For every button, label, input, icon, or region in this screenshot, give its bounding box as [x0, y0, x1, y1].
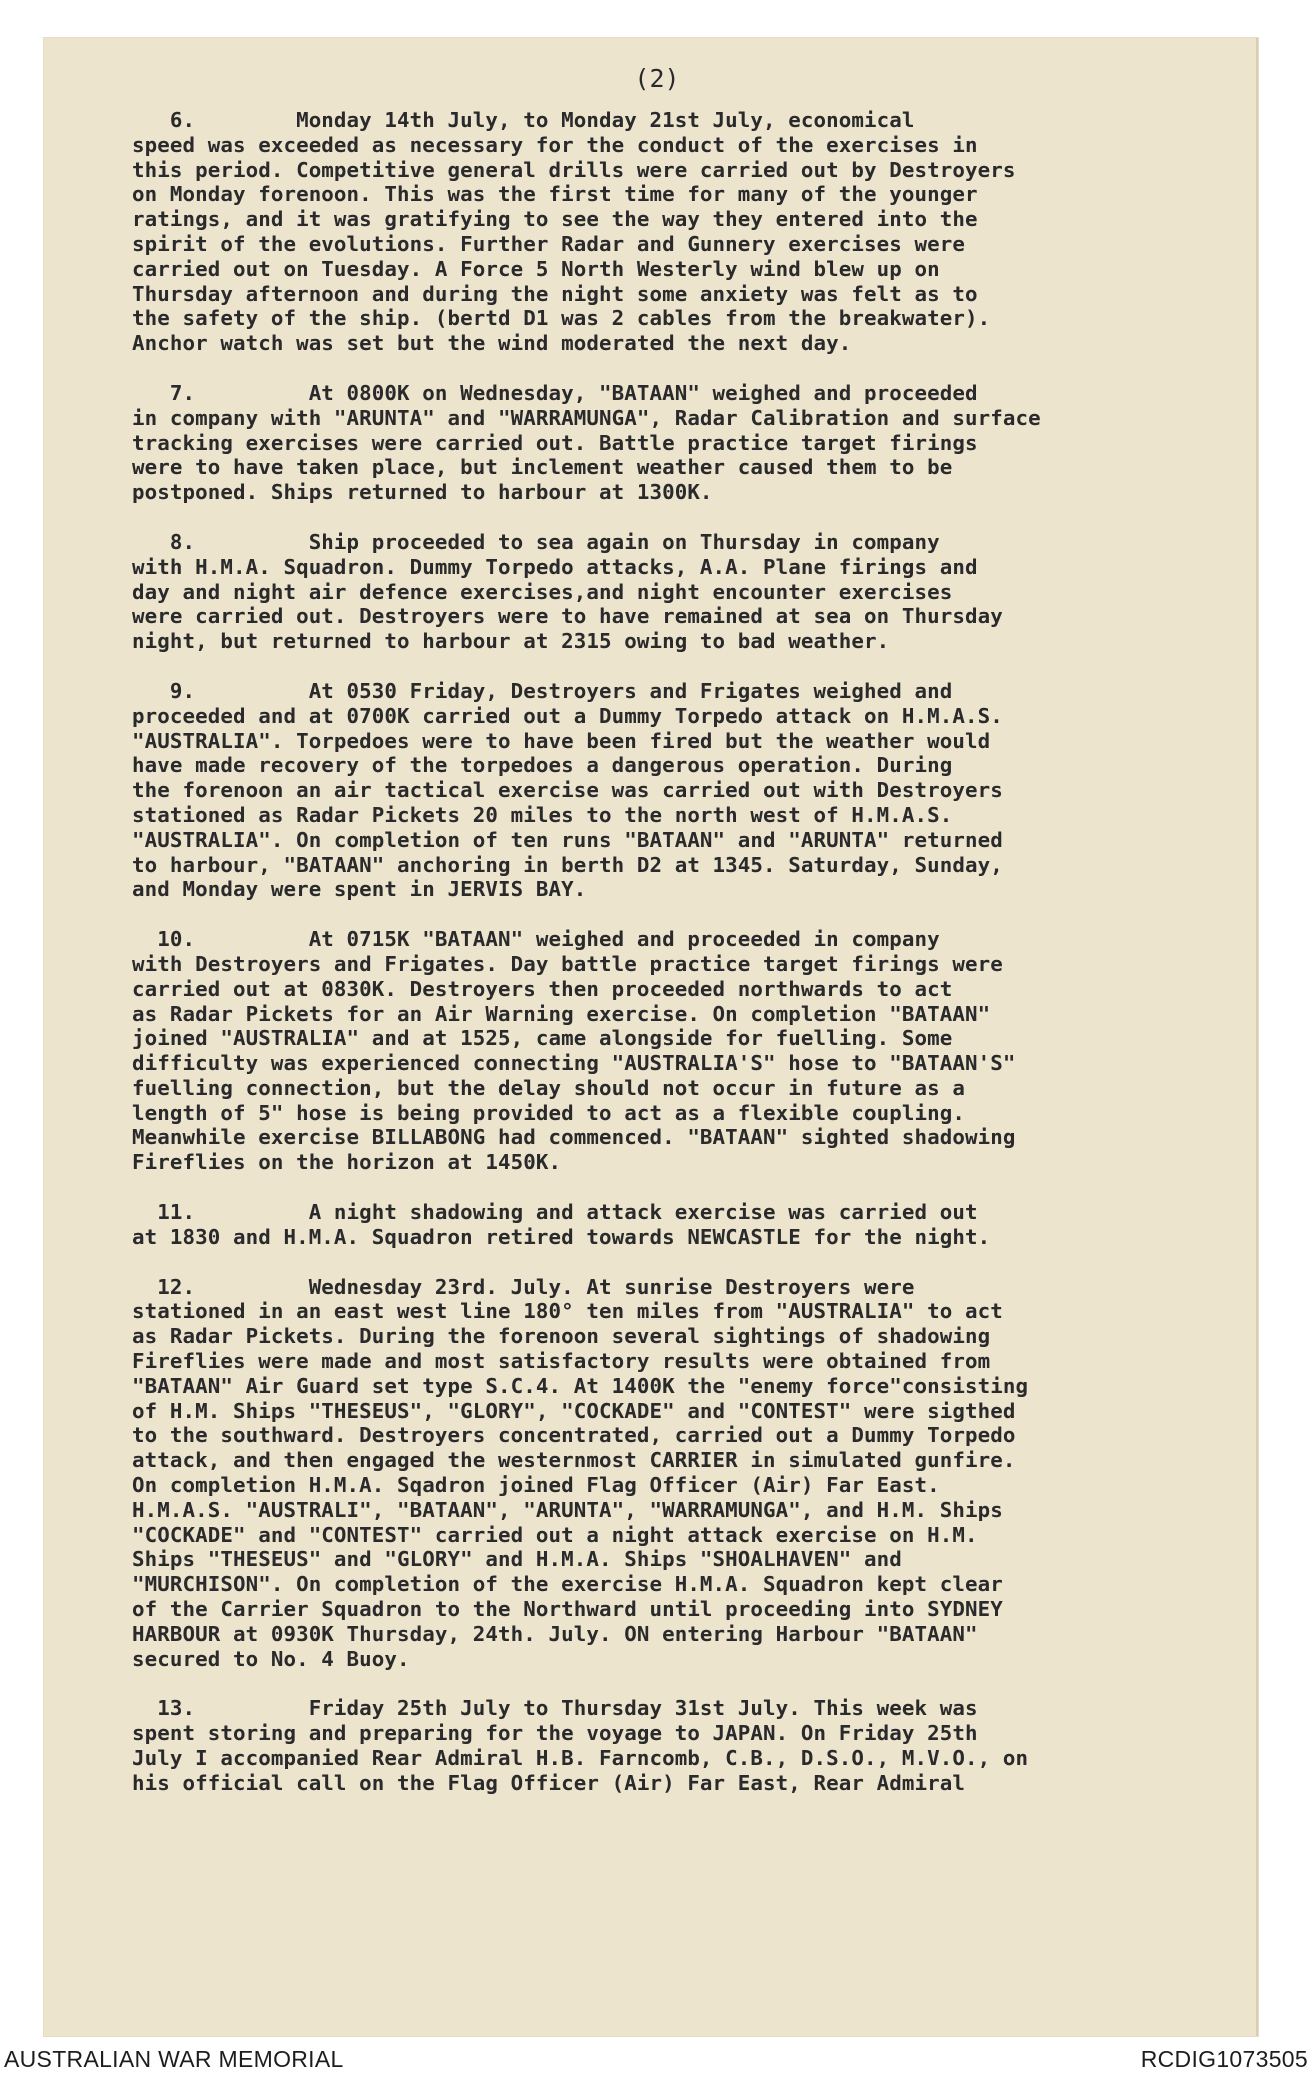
text-line: proceeded and at 0700K carried out a Dummy Torpedo attack on H.M.A.S.	[132, 703, 1003, 728]
paragraph-12	[132, 1275, 1256, 1672]
text-line: stationed as Radar Pickets 20 miles to the north west of H.M.A.S.	[132, 802, 953, 827]
text-line: with Destroyers and Frigates. Day battle practice target firings were	[132, 951, 1003, 976]
text-line: were to have taken place, but inclement weather caused them to be	[132, 455, 953, 480]
text-line: "COCKADE" and "CONTEST" carried out a night attack exercise on H.M.	[132, 1522, 978, 1547]
paragraph-13	[132, 1696, 1256, 1795]
text-line: this period. Competitive general drills were carried out by Destroyers	[132, 157, 1016, 182]
text-line: spirit of the evolutions. Further Radar and Gunnery exercises were	[132, 231, 965, 256]
text-line: July I accompanied Rear Admiral H.B. Farncomb, C.B., D.S.O., M.V.O., on	[132, 1746, 1029, 1771]
text-line: postponed. Ships returned to harbour at 1300K.	[132, 480, 713, 505]
text-line: to harbour, "BATAAN" anchoring in berth D2 at 1345. Saturday, Sunday,	[132, 852, 1003, 877]
text-line: in company with "ARUNTA" and "WARRAMUNGA", Radar Calibration and surface	[132, 405, 1041, 430]
archive-reference-id: RCDIG1073505	[1140, 2046, 1308, 2072]
text-line: stationed in an east west line 180° ten miles from "AUSTRALIA" to act	[132, 1299, 1003, 1324]
text-line: of the Carrier Squadron to the Northward until proceeding into SYDNEY	[132, 1597, 1003, 1622]
text-line: "AUSTRALIA". Torpedoes were to have been fired but the weather would	[132, 728, 991, 753]
text-line: the safety of the ship. (bertd D1 was 2 cables from the breakwater).	[132, 306, 991, 331]
text-line: tracking exercises were carried out. Battle practice target firings	[132, 430, 978, 455]
text-line: Ships "THESEUS" and "GLORY" and H.M.A. Ships "SHOALHAVEN" and	[132, 1547, 902, 1572]
text-line: Fireflies were made and most satisfactory results were obtained from	[132, 1349, 991, 1374]
text-line: at 1830 and H.M.A. Squadron retired towards NEWCASTLE for the night.	[132, 1224, 991, 1249]
text-line: 8. Ship proceeded to sea again on Thursday in company	[132, 529, 940, 554]
text-line: 7. At 0800K on Wednesday, "BATAAN" weighed and proceeded	[132, 380, 978, 405]
paragraph-10	[132, 927, 1256, 1175]
text-line: carried out at 0830K. Destroyers then proceeded northwards to act	[132, 976, 953, 1001]
paragraph-11	[132, 1200, 1256, 1250]
text-line: 11. A night shadowing and attack exercise was carried out	[132, 1200, 978, 1225]
paragraph-7	[132, 381, 1256, 505]
text-line: 9. At 0530 Friday, Destroyers and Frigates weighed and	[132, 678, 953, 703]
text-line: "MURCHISON". On completion of the exercise H.M.A. Squadron kept clear	[132, 1572, 1003, 1597]
text-line: day and night air defence exercises,and night encounter exercises	[132, 579, 953, 604]
document-body	[132, 108, 1256, 1821]
text-line: 13. Friday 25th July to Thursday 31st July. This week was	[132, 1696, 978, 1721]
text-line: joined "AUSTRALIA" and at 1525, came alongside for fuelling. Some	[132, 1026, 953, 1051]
paragraph-6	[132, 108, 1256, 356]
text-line: as Radar Pickets. During the forenoon several sightings of shadowing	[132, 1324, 991, 1349]
text-line: secured to No. 4 Buoy.	[132, 1646, 410, 1671]
text-line: length of 5" hose is being provided to act as a flexible coupling.	[132, 1100, 965, 1125]
page-number: (2)	[634, 64, 680, 93]
text-line: Meanwhile exercise BILLABONG had commenced. "BATAAN" sighted shadowing	[132, 1125, 1016, 1150]
text-line: carried out on Tuesday. A Force 5 North Westerly wind blew up on	[132, 256, 940, 281]
text-line: "AUSTRALIA". On completion of ten runs "BATAAN" and "ARUNTA" returned	[132, 827, 1003, 852]
paragraph-9	[132, 679, 1256, 902]
text-line: on Monday forenoon. This was the first time for many of the younger	[132, 182, 978, 207]
text-line: have made recovery of the torpedoes a dangerous operation. During	[132, 753, 953, 778]
paragraph-8	[132, 530, 1256, 654]
text-line: and Monday were spent in JERVIS BAY.	[132, 877, 587, 902]
text-line: On completion H.M.A. Sqadron joined Flag Officer (Air) Far East.	[132, 1473, 940, 1498]
text-line: as Radar Pickets for an Air Warning exercise. On completion "BATAAN"	[132, 1001, 991, 1026]
text-line: his official call on the Flag Officer (Air) Far East, Rear Admiral	[132, 1770, 965, 1795]
text-line: of H.M. Ships "THESEUS", "GLORY", "COCKADE" and "CONTEST" were sigthed	[132, 1398, 1016, 1423]
text-line: H.M.A.S. "AUSTRALI", "BATAAN", "ARUNTA", "WARRAMUNGA", and H.M. Ships	[132, 1497, 1003, 1522]
text-line: 12. Wednesday 23rd. July. At sunrise Destroyers were	[132, 1274, 915, 1299]
text-line: 10. At 0715K "BATAAN" weighed and proceeded in company	[132, 927, 940, 952]
text-line: attack, and then engaged the westernmost CARRIER in simulated gunfire.	[132, 1448, 1016, 1473]
text-line: speed was exceeded as necessary for the conduct of the exercises in	[132, 132, 978, 157]
text-line: night, but returned to harbour at 2315 owing to bad weather.	[132, 629, 890, 654]
text-line: Fireflies on the horizon at 1450K.	[132, 1150, 562, 1175]
text-line: the forenoon an air tactical exercise was carried out with Destroyers	[132, 778, 1003, 803]
archive-credit: AUSTRALIAN WAR MEMORIAL	[4, 2046, 344, 2072]
text-line: were carried out. Destroyers were to have remained at sea on Thursday	[132, 604, 1003, 629]
text-line: fuelling connection, but the delay should not occur in future as a	[132, 1075, 965, 1100]
text-line: HARBOUR at 0930K Thursday, 24th. July. ON entering Harbour "BATAAN"	[132, 1621, 978, 1646]
text-line: "BATAAN" Air Guard set type S.C.4. At 1400K the "enemy force"consisting	[132, 1373, 1029, 1398]
text-line: ratings, and it was gratifying to see the way they entered into the	[132, 207, 978, 232]
text-line: Thursday afternoon and during the night some anxiety was felt as to	[132, 281, 978, 306]
text-line: 6. Monday 14th July, to Monday 21st July, economical	[132, 108, 915, 132]
text-line: with H.M.A. Squadron. Dummy Torpedo attacks, A.A. Plane firings and	[132, 554, 978, 579]
text-line: Anchor watch was set but the wind moderated the next day.	[132, 331, 852, 356]
text-line: difficulty was experienced connecting "AUSTRALIA'S" hose to "BATAAN'S"	[132, 1051, 1016, 1076]
text-line: spent storing and preparing for the voyage to JAPAN. On Friday 25th	[132, 1721, 978, 1746]
text-line: to the southward. Destroyers concentrated, carried out a Dummy Torpedo	[132, 1423, 1016, 1448]
